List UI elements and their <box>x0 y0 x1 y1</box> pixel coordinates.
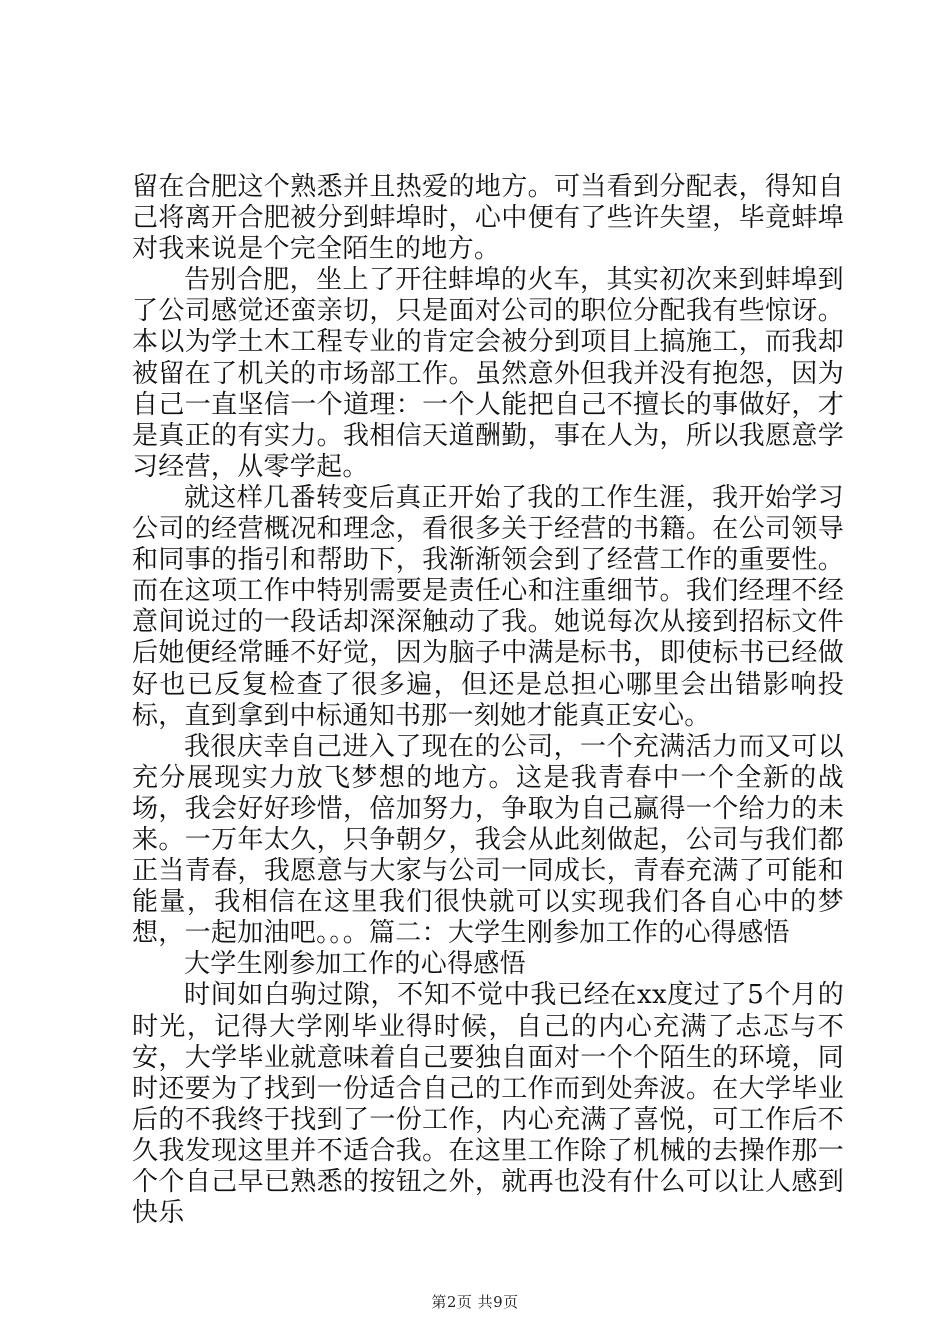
page-number-footer: 第2页 共9页 <box>431 1293 519 1311</box>
document-body <box>132 172 844 1229</box>
paragraph-1: 留在合肥这个熟悉并且热爱的地方。可当看到分配表，得知自己将离开合肥被分到蚌埠时，心中便有了些许失望，毕竟蚌埠对我来说是个完全陌生的地方。 <box>132 172 844 265</box>
paragraph-6: 时间如白驹过隙，不知不觉中我已经在xx度过了5个月的时光，记得大学刚毕业得时候，自己的内心充满了忐忑与不安，大学毕业就意味着自己要独自面对一个个陌生的环境，同时还要为了找到一份适合自己的工作而到处奔波。在大学毕业后的不我终于找到了一份工作，内心充满了喜悦，可工作后不久我发现这里并不适合我。在这里工作除了机械的去操作那一个个自己早已熟悉的按钮之外，就再也没有什么可以让人感到快乐 <box>132 980 844 1229</box>
paragraph-2: 告别合肥，坐上了开往蚌埠的火车，其实初次来到蚌埠到了公司感觉还蛮亲切，只是面对公司的职位分配我有些惊讶。本以为学土木工程专业的肯定会被分到项目上搞施工，而我却被留在了机关的市场部工作。虽然意外但我并没有抱怨，因为自己一直坚信一个道理：一个人能把自己不擅长的事做好，才是真正的有实力。我相信天道酬勤，事在人为，所以我愿意学习经营，从零学起。 <box>132 265 844 482</box>
paragraph-3: 就这样几番转变后真正开始了我的工作生涯，我开始学习公司的经营概况和理念，看很多关于经营的书籍。在公司领导和同事的指引和帮助下，我渐渐领会到了经营工作的重要性。而在这项工作中特别需要是责任心和注重细节。我们经理不经意间说过的一段话却深深触动了我。她说每次从接到招标文件后她便经常睡不好觉，因为脑子中满是标书，即使标书已经做好也已反复检查了很多遍，但还是总担心哪里会出错影响投标，直到拿到中标通知书那一刻她才能真正安心。 <box>132 482 844 731</box>
paragraph-5-heading: 大学生刚参加工作的心得感悟 <box>184 949 526 980</box>
paragraph-4: 我很庆幸自己进入了现在的公司，一个充满活力而又可以充分展现实力放飞梦想的地方。这是我青春中一个全新的战场，我会好好珍惜，倍加努力，争取为自己赢得一个给力的未来。一万年太久，只争朝夕，我会从此刻做起，公司与我们都正当青春，我愿意与大家与公司一同成长，青春充满了可能和能量，我相信在这里我们很快就可以实现我们各自心中的梦想，一起加油吧。。。篇二：大学生刚参加工作的心得感悟 <box>132 731 844 949</box>
